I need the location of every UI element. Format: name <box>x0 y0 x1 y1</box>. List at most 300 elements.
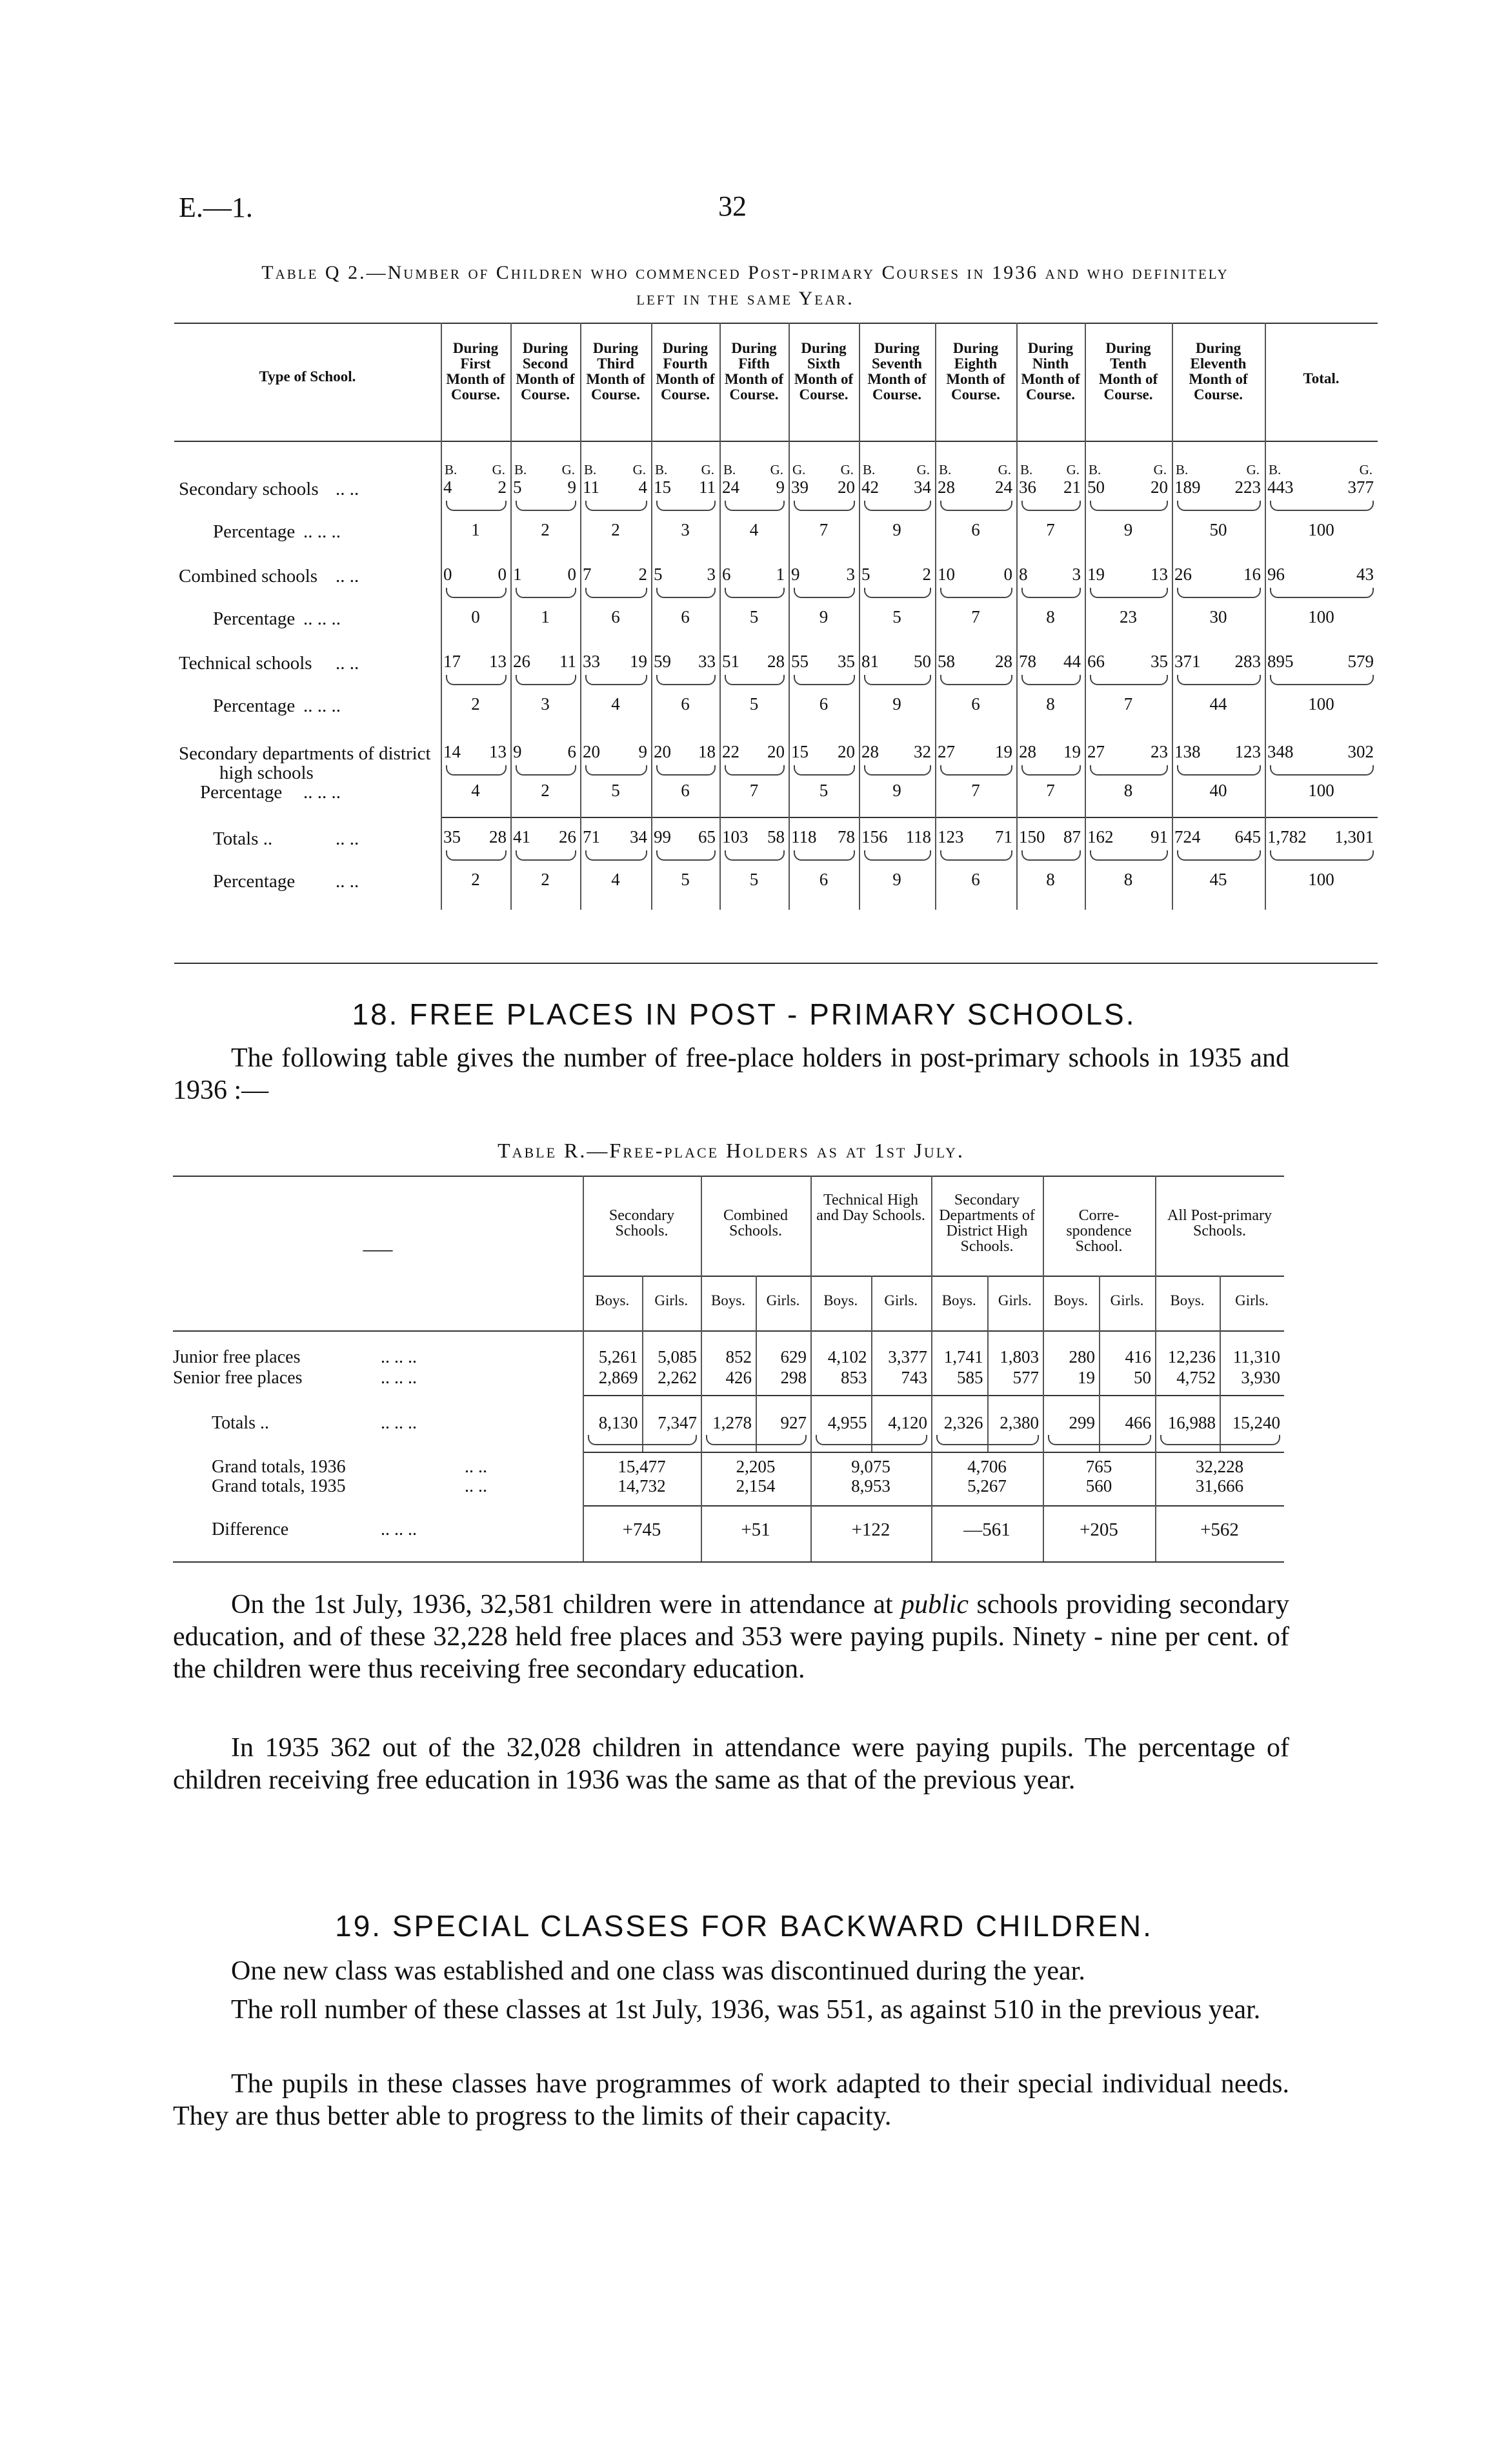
table-q2-brace <box>446 675 507 685</box>
table-q2-cell-b: 0 <box>443 565 452 584</box>
table-q2-cell-g: 123 <box>1234 742 1261 761</box>
table-q2-cell-b: 162 <box>1087 827 1114 846</box>
table-q2-cell-g: 33 <box>698 652 716 671</box>
table-q2-pct-cell: 6 <box>971 520 980 539</box>
table-q2-pct-cell: 6 <box>819 694 829 714</box>
table-r-grand-label: Grand totals, 1936 <box>212 1457 346 1477</box>
table-q2-brace <box>794 850 855 861</box>
table-q2-pct-cell: 5 <box>749 870 759 889</box>
table-r-grand-cell: 31,666 <box>1195 1476 1244 1496</box>
table-q2-cell-b: 1 <box>513 565 522 584</box>
table-q2-cell-g: 13 <box>489 742 507 761</box>
table-q2-column-header: During Third Month of Course. <box>586 340 645 403</box>
table-q2-cell-g: 91 <box>1151 827 1168 846</box>
table-q2-brace <box>864 850 931 861</box>
table-q2-brace <box>516 850 576 861</box>
paragraph-1935: In 1935 362 out of the 32,028 children in attendance were paying pupils. The percentage of children receiving free education in 1936 was the same as that of the previous year. <box>173 1733 1289 1795</box>
table-r-grand-rule <box>583 1452 1284 1453</box>
table-r-cell: 16,988 <box>1167 1413 1216 1432</box>
table-q2-pct-cell: 9 <box>819 607 829 626</box>
table-r-grand-cell: 2,205 <box>736 1457 776 1476</box>
table-q2-cell-b: 11 <box>583 477 599 497</box>
table-q2-cell-b: 189 <box>1174 477 1201 497</box>
table-q2-column-header: During Fifth Month of Course. <box>724 340 784 403</box>
table-q2-brace <box>585 588 647 598</box>
table-q2-brace <box>1090 501 1168 511</box>
table-q2-g-subheader: G. <box>632 462 646 477</box>
table-q2-cell-g: 28 <box>995 652 1012 671</box>
table-q2-pct-cell: 9 <box>892 520 901 539</box>
table-q2-brace <box>864 675 931 685</box>
table-q2-g-subheader: G. <box>701 462 714 477</box>
table-q2-pct-cell: 4 <box>611 694 620 714</box>
table-q2-cell-b: 50 <box>1087 477 1105 497</box>
table-r-sub-rule <box>583 1276 1284 1277</box>
table-q2-brace <box>516 675 576 685</box>
table-q2-cell-g: 43 <box>1356 565 1374 584</box>
table-q2-cell-g: 26 <box>559 827 576 846</box>
table-q2-cell-g: 34 <box>914 477 931 497</box>
table-q2-row-label: Totals .. <box>213 828 273 849</box>
table-q2-b-subheader: B. <box>1089 462 1101 477</box>
table-q2-b-subheader: B. <box>445 462 457 477</box>
table-q2-b-subheader: B. <box>1176 462 1189 477</box>
table-r-cell: 12,236 <box>1167 1347 1216 1367</box>
table-q2-g-subheader: G. <box>1153 462 1167 477</box>
table-q2-pct-cell: 6 <box>681 694 690 714</box>
table-q2-cell-g: 58 <box>767 827 785 846</box>
table-q2-brace <box>864 501 931 511</box>
table-q2-pct-cell: 7 <box>1046 520 1055 539</box>
table-q2-pct-cell: 5 <box>681 870 690 889</box>
table-q2-g-subheader: G. <box>840 462 854 477</box>
table-r-row-label: Senior free places <box>173 1368 303 1388</box>
table-q2-cell-g: 34 <box>630 827 647 846</box>
table-q2-brace <box>1021 765 1081 776</box>
table-q2-row-label: Combined schools <box>179 566 318 586</box>
table-q2-brace <box>864 588 931 598</box>
table-q2-pct-cell: 5 <box>819 781 829 800</box>
table-r-row-dots: .. .. .. <box>381 1368 417 1388</box>
table-q2-caption-line2: left in the same Year. <box>636 288 854 309</box>
table-q2-brace <box>1270 850 1374 861</box>
table-q2-cell-g: 28 <box>767 652 785 671</box>
table-q2-cell-b: 5 <box>654 565 663 584</box>
table-r-grand-cell: 32,228 <box>1195 1457 1244 1476</box>
table-q2-header-rule <box>174 441 1378 442</box>
table-q2-cell-b: 103 <box>722 827 749 846</box>
table-q2-cell-g: 19 <box>630 652 647 671</box>
table-r-cell: 2,869 <box>598 1368 638 1387</box>
table-r-diff-label: Difference <box>212 1519 289 1539</box>
table-q2-brace <box>446 765 507 776</box>
table-r-sub-boys: Boys. <box>823 1292 858 1308</box>
table-q2-pct-cell: 7 <box>1046 781 1055 800</box>
table-r-group-header: Combined Schools. <box>723 1207 788 1239</box>
table-q2-cell-b: 895 <box>1267 652 1294 671</box>
table-q2-cell-g: 87 <box>1063 827 1081 846</box>
table-q2-cell-g: 645 <box>1234 827 1261 846</box>
table-r-stub-header: —— <box>363 1241 393 1257</box>
table-r-cell: 4,120 <box>888 1413 927 1432</box>
table-q2-brace <box>1090 588 1168 598</box>
table-q2-cell-g: 283 <box>1234 652 1261 671</box>
table-r-header-rule <box>173 1330 1284 1332</box>
table-q2-brace <box>656 765 716 776</box>
table-q2-cell-b: 15 <box>791 742 809 761</box>
table-r-grand-label: Grand totals, 1935 <box>212 1476 346 1496</box>
table-q2-pct-cell: 9 <box>892 870 901 889</box>
table-q2-b-subheader: G. <box>792 462 806 477</box>
table-q2-cell-g: 9 <box>567 477 576 497</box>
table-q2-cell-b: 58 <box>938 652 955 671</box>
table-q2-pct-cell: 5 <box>611 781 620 800</box>
table-q2-g-subheader: G. <box>1066 462 1080 477</box>
table-q2-pct-cell: 40 <box>1209 781 1227 800</box>
table-r-diff-cell: —561 <box>963 1519 1010 1540</box>
table-r-cell: 585 <box>957 1368 983 1387</box>
table-q2-g-subheader: G. <box>1359 462 1372 477</box>
table-r-grand-dots: .. .. <box>465 1476 487 1496</box>
table-q2-cell-g: 20 <box>767 742 785 761</box>
paragraph-attendance-post: schools providing secondary education, and of these 32,228 held free places and 353 were paying pupils. Ninety - nine per cent. of the children were thus receiving free secondary education. <box>173 1590 1289 1684</box>
table-q2-cell-g: 1,301 <box>1334 827 1374 846</box>
table-q2-cell-g: 11 <box>559 652 576 671</box>
table-r-cell: 280 <box>1069 1347 1095 1367</box>
table-q2-pct-cell: 2 <box>541 870 550 889</box>
table-r-grand-cell: 8,953 <box>851 1476 890 1496</box>
table-q2-row-label: Secondary schools <box>179 479 319 499</box>
table-q2-cell-b: 59 <box>654 652 671 671</box>
table-q2-cell-g: 35 <box>838 652 855 671</box>
table-q2-cell-g: 2 <box>498 477 507 497</box>
table-r-group-header: Technical High and Day Schools. <box>816 1192 925 1224</box>
table-q2-cell-g: 0 <box>498 565 507 584</box>
table-q2-brace <box>585 675 647 685</box>
table-q2-cell-g: 65 <box>698 827 716 846</box>
table-q2-cell-b: 96 <box>1267 565 1285 584</box>
table-r-diff-dots: .. .. .. <box>381 1519 417 1539</box>
table-q2-cell-g: 0 <box>567 565 576 584</box>
table-q2-pct-dots: .. .. .. <box>303 608 341 629</box>
table-q2-cell-g: 28 <box>489 827 507 846</box>
table-q2-cell-g: 579 <box>1347 652 1374 671</box>
table-q2-brace <box>940 850 1012 861</box>
table-r-sub-boys: Boys. <box>710 1292 746 1308</box>
table-q2-bottom-rule <box>174 963 1378 964</box>
table-q2-cell-b: 99 <box>654 827 671 846</box>
table-q2-column-header: During First Month of Course. <box>446 340 505 403</box>
table-q2-cell-g: 3 <box>846 565 855 584</box>
table-q2-cell-g: 2 <box>638 565 647 584</box>
table-q2-pct-cell: 2 <box>611 520 620 539</box>
table-q2-pct-cell: 3 <box>541 694 550 714</box>
table-q2-brace <box>940 501 1012 511</box>
table-q2-pct-cell: 8 <box>1123 781 1133 800</box>
table-q2-cell-b: 15 <box>654 477 671 497</box>
table-q2-column-header: Total. <box>1303 370 1340 386</box>
table-q2-pct-cell: 4 <box>471 781 480 800</box>
table-r-grand-cell: 765 <box>1085 1457 1112 1476</box>
table-q2-pct-cell: 1 <box>471 520 480 539</box>
table-q2-b-subheader: B. <box>514 462 527 477</box>
table-q2-cell-g: 78 <box>838 827 855 846</box>
table-q2-cell-g: 223 <box>1234 477 1261 497</box>
table-r-cell: 5,261 <box>598 1347 638 1367</box>
table-q2-pct-cell: 50 <box>1209 520 1227 539</box>
table-q2-caption-line1: Table Q 2.—Number of Children who commenced Post-primary Courses in 1936 and who definitely <box>261 262 1229 283</box>
table-q2-brace <box>585 501 647 511</box>
table-q2-cell-g: 44 <box>1063 652 1081 671</box>
table-q2-cell-g: 32 <box>914 742 931 761</box>
table-r-grand-cell: 4,706 <box>967 1457 1007 1476</box>
section-19-title: 19. SPECIAL CLASSES FOR BACKWARD CHILDREN. <box>335 1909 1153 1943</box>
table-q2-cell-g: 20 <box>1151 477 1168 497</box>
table-q2-column-header: During Eighth Month of Course. <box>946 340 1005 403</box>
section-19-para-2: The roll number of these classes at 1st July, 1936, was 551, as against 510 in the previous year. <box>231 1995 1261 2025</box>
table-q2-cell-b: 39 <box>791 477 809 497</box>
table-r-sub-girls: Girls. <box>1110 1292 1144 1308</box>
table-q2-brace <box>446 588 507 598</box>
table-q2-cell-g: 19 <box>995 742 1012 761</box>
table-q2-brace <box>446 501 507 511</box>
table-q2-pct-cell: 100 <box>1308 694 1334 714</box>
table-r-sub-boys: Boys. <box>1170 1292 1205 1308</box>
table-q2-pct-cell: 2 <box>471 694 480 714</box>
table-r-brace <box>936 1435 1039 1445</box>
table-q2-cell-g: 13 <box>489 652 507 671</box>
table-q2-cell-b: 10 <box>938 565 955 584</box>
table-r-bottom-rule <box>173 1561 1284 1563</box>
table-q2-cell-b: 443 <box>1267 477 1294 497</box>
table-r-cell: 743 <box>901 1368 927 1387</box>
page-number: 32 <box>718 190 747 222</box>
table-q2-row-label: Secondary departments of district <box>179 743 431 764</box>
table-q2-brace <box>794 588 855 598</box>
table-q2-cell-b: 81 <box>861 652 879 671</box>
table-r-cell: 4,102 <box>827 1347 867 1367</box>
table-r-grand-cell: 2,154 <box>736 1476 776 1496</box>
paragraph-attendance <box>173 1588 1289 1685</box>
table-q2-cell-b: 41 <box>513 827 530 846</box>
table-q2-cell-g: 13 <box>1151 565 1168 584</box>
table-q2-caption <box>90 260 1400 312</box>
table-q2-pct-cell: 100 <box>1308 781 1334 800</box>
table-q2-cell-g: 9 <box>638 742 647 761</box>
table-r-row-label: Totals .. <box>212 1413 270 1433</box>
table-q2-cell-b: 5 <box>513 477 522 497</box>
table-r-cell: 1,278 <box>712 1413 752 1432</box>
table-q2-b-subheader: B. <box>1269 462 1282 477</box>
table-q2-g-subheader: G. <box>492 462 505 477</box>
table-q2-cell-b: 20 <box>583 742 600 761</box>
table-q2-cell-g: 24 <box>995 477 1012 497</box>
table-r-sub-girls: Girls. <box>884 1292 918 1308</box>
table-q2-brace <box>1090 675 1168 685</box>
table-q2-pct-cell: 5 <box>892 607 901 626</box>
table-q2-pct-cell: 2 <box>471 870 480 889</box>
table-q2-brace <box>725 588 785 598</box>
table-q2-brace <box>1021 850 1081 861</box>
table-q2-cell-b: 4 <box>443 477 452 497</box>
section-19-para-3: The pupils in these classes have programmes of work adapted to their special individual needs. They are thus better able to progress to the limits of their capacity. <box>173 2069 1289 2131</box>
table-q2-column-header: During Ninth Month of Course. <box>1021 340 1080 403</box>
table-q2-pct-cell: 8 <box>1046 870 1055 889</box>
table-r-row-dots: .. .. .. <box>381 1413 417 1433</box>
page-code: E.—1. <box>179 192 253 223</box>
table-q2-row-dots: .. .. <box>336 566 359 586</box>
table-r-grand-cell: 560 <box>1085 1476 1112 1496</box>
table-q2-brace <box>1177 675 1261 685</box>
table-r-grand-cell: 14,732 <box>618 1476 666 1496</box>
table-r-diff-rule <box>583 1505 1284 1507</box>
table-q2-cell-b: 5 <box>861 565 870 584</box>
table-q2-cell-b: 71 <box>583 827 600 846</box>
table-q2-pct-cell: 5 <box>749 607 759 626</box>
table-q2-brace <box>940 588 1012 598</box>
table-q2-brace <box>1270 765 1374 776</box>
table-q2-cell-g: 18 <box>698 742 716 761</box>
table-q2-cell-b: 138 <box>1174 742 1201 761</box>
table-q2-pct-cell: 4 <box>749 520 759 539</box>
table-q2-pct-dots: .. .. .. <box>303 696 341 716</box>
table-r-cell: 7,347 <box>658 1413 697 1432</box>
table-q2-cell-b: 35 <box>443 827 461 846</box>
table-q2-brace <box>1177 588 1261 598</box>
table-q2-brace <box>1090 765 1168 776</box>
table-q2-pct-label: Percentage <box>213 521 296 542</box>
table-r-cell: 426 <box>725 1368 752 1387</box>
table-q2-pct-cell: 8 <box>1046 607 1055 626</box>
table-q2-cell-g: 3 <box>1072 565 1081 584</box>
table-q2-cell-g: 11 <box>699 477 716 497</box>
section-18-title: 18. FREE PLACES IN POST - PRIMARY SCHOOLS. <box>352 997 1136 1031</box>
table-q2-cell-b: 27 <box>938 742 955 761</box>
table-q2-cell-g: 20 <box>838 477 855 497</box>
table-r-diff-cell: +745 <box>622 1519 661 1540</box>
table-q2-brace <box>585 850 647 861</box>
table-q2-cell-g: 9 <box>776 477 785 497</box>
table-q2-cell-b: 1,782 <box>1267 827 1307 846</box>
table-r-cell: 1,803 <box>1000 1347 1039 1367</box>
table-q2-b-subheader: B. <box>863 462 876 477</box>
table-q2-cell-b: 24 <box>722 477 739 497</box>
table-q2-brace <box>794 675 855 685</box>
table-r-sub-boys: Boys. <box>1053 1292 1089 1308</box>
table-q2-pct-cell: 9 <box>892 694 901 714</box>
table-q2-brace <box>940 765 1012 776</box>
table-q2-cell-g: 19 <box>1063 742 1081 761</box>
table-q2-brace <box>1177 850 1261 861</box>
table-r-row-dots: .. .. .. <box>381 1347 417 1367</box>
table-r-row-label: Junior free places <box>173 1347 301 1367</box>
table-q2-pct-label: Percentage <box>200 782 283 803</box>
table-q2-pct-cell: 100 <box>1308 870 1334 889</box>
table-q2-brace <box>516 588 576 598</box>
table-q2-column-header: During Second Month of Course. <box>516 340 575 403</box>
table-q2-cell-g: 6 <box>567 742 576 761</box>
table-q2-brace <box>656 501 716 511</box>
table-r-sub-girls: Girls. <box>766 1292 800 1308</box>
table-r-cell: 3,377 <box>888 1347 927 1367</box>
table-q2-pct-cell: 30 <box>1209 607 1227 626</box>
table-q2-cell-b: 22 <box>722 742 739 761</box>
table-q2-pct-cell: 7 <box>819 520 829 539</box>
table-q2-cell-g: 4 <box>638 477 647 497</box>
table-q2-pct-label: Percentage <box>213 608 296 629</box>
table-q2-g-subheader: G. <box>561 462 575 477</box>
table-q2-g-subheader: G. <box>916 462 930 477</box>
table-q2-pct-cell: 7 <box>1123 694 1133 714</box>
table-q2-brace <box>1270 675 1374 685</box>
table-r-grand-dots: .. .. <box>465 1457 487 1477</box>
table-q2-pct-cell: 45 <box>1209 870 1227 889</box>
table-q2-pct-cell: 8 <box>1046 694 1055 714</box>
table-q2-pct-cell: 9 <box>892 781 901 800</box>
table-q2-row-label: Technical schools <box>179 653 312 674</box>
table-q2-cell-b: 9 <box>513 742 522 761</box>
table-q2-brace <box>1270 588 1374 598</box>
table-q2-pct-cell: 5 <box>749 694 759 714</box>
table-q2-brace <box>864 765 931 776</box>
table-q2-column-header: During Seventh Month of Course. <box>867 340 927 403</box>
table-r-grand-cell: 15,477 <box>618 1457 666 1476</box>
table-q2-cell-b: 7 <box>583 565 592 584</box>
table-q2-cell-g: 71 <box>995 827 1012 846</box>
section-18-intro: The following table gives the number of free-place holders in post-primary schools in 1935 and 1936 :— <box>173 1043 1289 1105</box>
table-r-cell: 8,130 <box>598 1413 638 1432</box>
table-q2-cell-b: 6 <box>722 565 731 584</box>
table-q2-cell-b: 78 <box>1019 652 1036 671</box>
table-r-cell: 1,741 <box>943 1347 983 1367</box>
table-r-cell: 299 <box>1069 1413 1095 1432</box>
table-q2-cell-b: 36 <box>1019 477 1036 497</box>
table-q2-top-rule <box>174 323 1378 324</box>
table-q2-brace <box>446 850 507 861</box>
table-r-diff-cell: +562 <box>1200 1519 1239 1540</box>
table-r-sub-girls: Girls. <box>998 1292 1032 1308</box>
table-q2-pct-cell: 3 <box>681 520 690 539</box>
paragraph-attendance-pre: On the 1st July, 1936, 32,581 children were in attendance at <box>231 1590 901 1619</box>
table-r-grand-cell: 5,267 <box>967 1476 1007 1496</box>
table-q2-g-subheader: G. <box>1246 462 1260 477</box>
table-r-cell: 3,930 <box>1241 1368 1280 1387</box>
table-q2-g-subheader: G. <box>998 462 1011 477</box>
table-q2-brace <box>725 501 785 511</box>
table-q2-brace <box>794 501 855 511</box>
table-r-cell: 577 <box>1012 1368 1039 1387</box>
table-q2-cell-b: 371 <box>1174 652 1201 671</box>
table-q2-pct-cell: 4 <box>611 870 620 889</box>
table-q2-cell-b: 27 <box>1087 742 1105 761</box>
table-q2-type-header: Type of School. <box>259 368 356 385</box>
table-q2-brace <box>794 765 855 776</box>
table-q2-pct-cell: 7 <box>971 781 980 800</box>
table-r-group-header: Secondary Departments of District High Schools. <box>939 1192 1035 1255</box>
table-r-diff-cell: +51 <box>741 1519 770 1540</box>
table-r-cell: 927 <box>780 1413 807 1432</box>
table-q2-brace <box>725 850 785 861</box>
table-q2-pct-cell: 8 <box>1123 870 1133 889</box>
table-q2-cell-b: 17 <box>443 652 461 671</box>
table-r-group-header: All Post-primary Schools. <box>1167 1207 1272 1239</box>
table-r-top-rule <box>173 1176 1284 1177</box>
table-r-cell: 2,326 <box>943 1413 983 1432</box>
table-r-diff-cell: +205 <box>1080 1519 1118 1540</box>
table-r-cell: 466 <box>1125 1413 1151 1432</box>
table-r-cell: 19 <box>1078 1368 1095 1387</box>
table-q2-brace <box>516 765 576 776</box>
